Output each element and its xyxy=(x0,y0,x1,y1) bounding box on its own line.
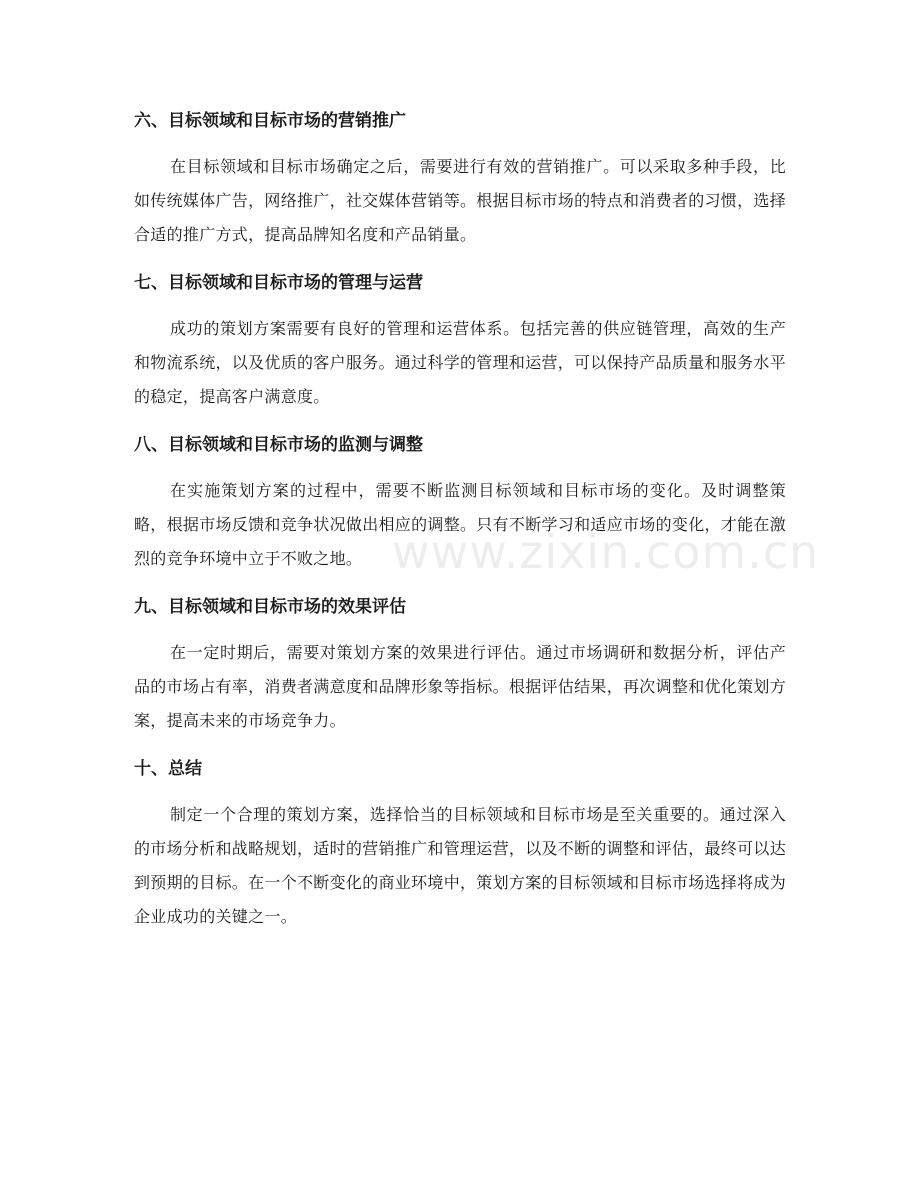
section-paragraph: 在目标领域和目标市场确定之后，需要进行有效的营销推广。可以采取多种手段，比如传统媒体广告，网络推广，社交媒体营销等。根据目标市场的特点和消费者的习惯，选择合适的推广方式，提高品牌知名度和产品销量。 xyxy=(134,157,787,244)
section-10-summary xyxy=(134,752,786,934)
section-paragraph: 制定一个合理的策划方案，选择恰当的目标领域和目标市场是至关重要的。通过深入的市场分析和战略规划，适时的营销推广和管理运营，以及不断的调整和评估，最终可以达到预期的目标。在一个不断变化的商业环境中，策划方案的目标领域和目标市场选择将成为企业成功的关键之一。 xyxy=(134,805,787,926)
section-7 xyxy=(134,266,786,414)
section-9 xyxy=(134,590,786,738)
section-paragraph: 在一定时期后，需要对策划方案的效果进行评估。通过市场调研和数据分析，评估产品的市场占有率，消费者满意度和品牌形象等指标。根据评估结果，再次调整和优化策划方案，提高未来的市场竞争力。 xyxy=(134,643,787,730)
section-6 xyxy=(134,104,786,252)
section-heading: 十、总结 xyxy=(134,759,202,779)
section-paragraph: 在实施策划方案的过程中，需要不断监测目标领域和目标市场的变化。及时调整策略，根据市场反馈和竞争状况做出相应的调整。只有不断学习和适应市场的变化，才能在激烈的竞争环境中立于不败之地。 xyxy=(134,481,787,568)
section-heading: 八、目标领域和目标市场的监测与调整 xyxy=(134,435,423,455)
section-heading: 六、目标领域和目标市场的营销推广 xyxy=(134,111,406,131)
section-heading: 九、目标领域和目标市场的效果评估 xyxy=(134,597,406,617)
section-heading: 七、目标领域和目标市场的管理与运营 xyxy=(134,273,423,293)
watermark-text: www.zixin.com.cn xyxy=(392,525,820,579)
section-paragraph: 成功的策划方案需要有良好的管理和运营体系。包括完善的供应链管理，高效的生产和物流系统，以及优质的客户服务。通过科学的管理和运营，可以保持产品质量和服务水平的稳定，提高客户满意度。 xyxy=(134,319,787,406)
